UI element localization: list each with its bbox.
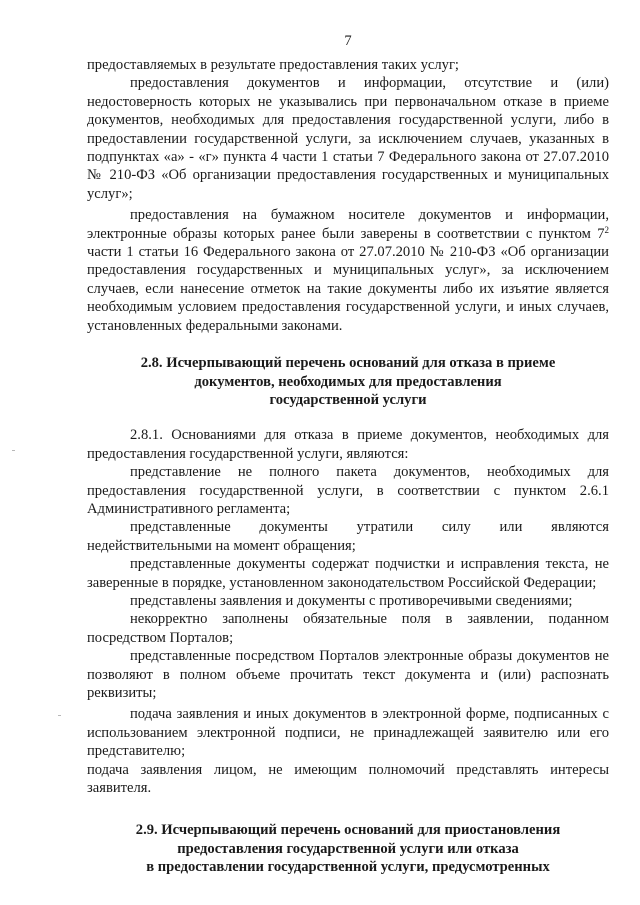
page-number: 7 [344, 33, 352, 49]
paragraph-with-superscript [87, 206, 609, 335]
paragraph: предоставляемых в результате предоставления таких услуг; [87, 57, 459, 73]
list-item: подача заявления лицом, не имеющим полномочий представлять интересы заявителя. [87, 761, 609, 797]
heading-line: 2.9. Исчерпывающий перечень оснований для приостановления [135, 822, 561, 839]
superscript: 2 [604, 224, 609, 235]
list-item: представленные документы содержат подчистки и исправления текста, не заверенные в порядке, установленном законодательством Российской Федерации; [87, 556, 609, 591]
margin-mark [58, 715, 61, 716]
list-item: некорректно заполнены обязательные поля в заявлении, поданном посредством Порталов; [87, 611, 609, 646]
section-heading-2-8 [87, 354, 609, 409]
list-item: представленные посредством Порталов электронные образы документов не позволяют в полном объеме прочитать текст документа и (или) распознать реквизиты; [87, 648, 609, 701]
heading-line: в предоставлении государственной услуги, предусмотренных [146, 859, 550, 876]
paragraph-text: предоставления на бумажном носителе документов и информации, электронные образы которых ранее были заверены в соответствии с пунктом 7 [87, 207, 609, 242]
heading-line: 2.8. Исчерпывающий перечень оснований для отказа в приеме [140, 355, 556, 372]
list-item: представленные документы утратили силу или являются недействительными на момент обращения; [87, 519, 609, 554]
paragraph-text: части 1 статьи 16 Федерального закона от 27.07.2010 № 210-ФЗ «Об организации предоставления государственных и муниципальных услуг», за исключением случаев, если нанесение отметок на такие документы либо их изъятие является необходимым условием предоставления государственной услуги, и иных случаев, установленных федеральными законами. [87, 244, 609, 334]
heading-line: предоставления государственной услуги или отказа [177, 840, 519, 857]
list-item: представление не полного пакета документов, необходимых для предоставления государственной услуги, в соответствии с пунктом 2.6.1 Административного регламента; [87, 464, 609, 517]
paragraph: предоставления документов и информации, отсутствие и (или) недостоверность которых не указывались при первоначальном отказе в приеме документов, необходимых для предоставления государственной услуги, либо в предоставлении государственной услуги, за исключением случаев, указанных в подпунктах «а» - «г» пункта 4 части 1 статьи 7 Федерального закона от 27.07.2010 № 210-ФЗ «Об организации предоставления государственных и муниципальных услуг»; [87, 75, 609, 202]
paragraph: 2.8.1. Основаниями для отказа в приеме документов, необходимых для предоставления государственной услуги, являются: [87, 427, 609, 462]
heading-line: документов, необходимых для предоставления [194, 373, 502, 390]
list-item: представлены заявления и документы с противоречивыми сведениями; [130, 592, 573, 609]
list-item: подача заявления и иных документов в электронной форме, подписанных с использованием электронной подписи, не принадлежащей заявителю или его представителю; [87, 706, 609, 760]
margin-mark [12, 450, 15, 451]
heading-line: государственной услуги [269, 391, 427, 408]
section-heading-2-9 [87, 821, 609, 876]
